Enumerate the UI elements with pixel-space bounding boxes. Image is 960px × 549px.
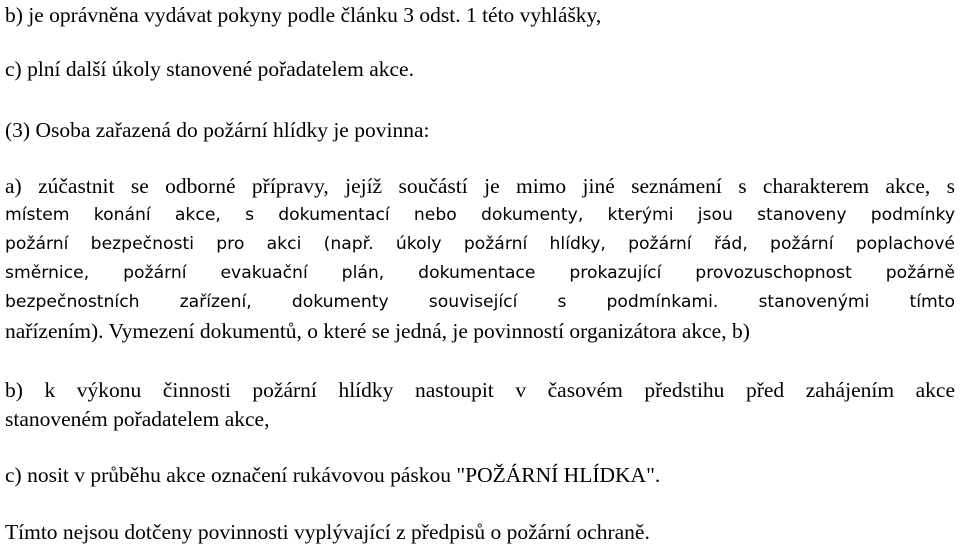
- text-line-13: Tímto nejsou dotčeny povinnosti vyplývající z předpisů o požární ochraně.: [5, 520, 650, 544]
- text-line-10: b) k výkonu činnosti požární hlídky nastoupit v časovém předstihu před zahájením akce: [5, 378, 955, 402]
- text-line-5: místem konání akce, s dokumentací nebo dokumenty, kterými jsou stanoveny podmínky: [5, 205, 955, 225]
- text-line-9: nařízením). Vymezení dokumentů, o které se jedná, je povinností organizátora akce, b): [5, 319, 750, 343]
- text-line-4: a) zúčastnit se odborné přípravy, jejíž součástí je mimo jiné seznámení s charakterem akce, s: [5, 174, 955, 198]
- text-line-8: bezpečnostních zařízení, dokumenty související s podmínkami. stanovenými tímto: [5, 292, 955, 312]
- text-line-11: stanoveném pořadatelem akce,: [5, 407, 270, 431]
- text-line-2: c) plní další úkoly stanovené pořadatelem akce.: [5, 57, 414, 81]
- text-line-1: b) je oprávněna vydávat pokyny podle článku 3 odst. 1 této vyhlášky,: [5, 3, 602, 27]
- text-line-12: c) nosit v průběhu akce označení rukávovou páskou "POŽÁRNÍ HLÍDKA".: [5, 463, 661, 487]
- text-line-7: směrnice, požární evakuační plán, dokumentace prokazující provozuschopnost požárně: [5, 263, 955, 283]
- text-line-3: (3) Osoba zařazená do požární hlídky je povinna:: [5, 118, 430, 142]
- text-line-6: požární bezpečnosti pro akci (např. úkoly požární hlídky, požární řád, požární poplachové: [5, 234, 955, 254]
